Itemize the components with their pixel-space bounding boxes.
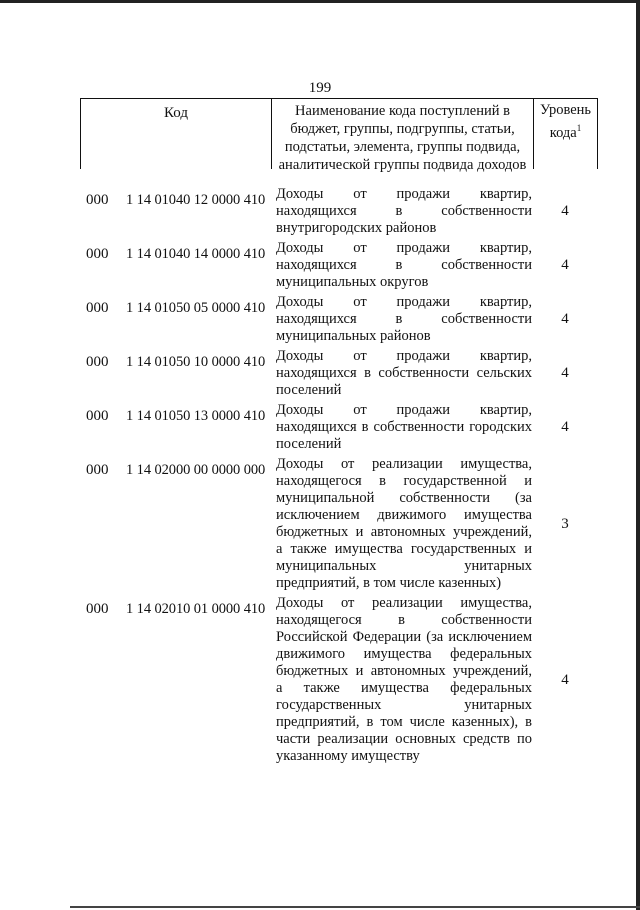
row-code: 1 14 01050 10 0000 410 bbox=[126, 354, 266, 370]
row-code: 1 14 02010 01 0000 410 bbox=[126, 601, 266, 617]
row-name-line: бюджетных и автономных учреждений, bbox=[276, 663, 532, 679]
row-name-line: государственных унитарных bbox=[276, 697, 532, 713]
header-level-line: Уровень bbox=[539, 102, 592, 118]
header-code: Код bbox=[81, 99, 272, 169]
row-name-line: находящегося в собственности bbox=[276, 612, 532, 628]
table-row bbox=[86, 186, 598, 237]
row-name-line: движимого имущества федеральных bbox=[276, 646, 532, 662]
row-name-line: Доходы от продажи квартир, bbox=[276, 240, 532, 256]
header-name-line: Наименование кода поступлений в bbox=[295, 103, 510, 119]
row-name-line: части реализации основных средств по bbox=[276, 731, 532, 747]
page-edge-bottom bbox=[70, 906, 640, 908]
row-level: 4 bbox=[561, 671, 569, 688]
header-level-footnote: 1 bbox=[576, 123, 582, 133]
row-prefix: 000 bbox=[86, 246, 109, 262]
row-name bbox=[276, 348, 532, 399]
row-name-line: муниципальных районов bbox=[276, 328, 431, 344]
row-name-line: находящихся в собственности bbox=[276, 311, 532, 327]
table-row bbox=[86, 294, 598, 345]
row-code: 1 14 01050 13 0000 410 bbox=[126, 408, 266, 424]
header-level-line bbox=[534, 119, 597, 142]
row-name-line: находящихся в собственности городских bbox=[276, 419, 532, 435]
row-prefix: 000 bbox=[86, 300, 109, 316]
row-name-line: муниципальных округов bbox=[276, 274, 429, 290]
table-row bbox=[86, 595, 598, 765]
header-name bbox=[272, 99, 534, 173]
row-name-line: Доходы от реализации имущества, bbox=[276, 595, 532, 611]
header-level bbox=[534, 99, 597, 169]
row-name bbox=[276, 294, 532, 345]
row-name-line: Доходы от продажи квартир, bbox=[276, 294, 532, 310]
row-name bbox=[276, 240, 532, 291]
row-name-line: находящихся в собственности сельских bbox=[276, 365, 532, 381]
row-name-line: находящегося в государственной и bbox=[276, 473, 532, 489]
row-name-line: Доходы от реализации имущества, bbox=[276, 456, 532, 472]
row-name-line: Доходы от продажи квартир, bbox=[276, 186, 532, 202]
row-prefix: 000 bbox=[86, 462, 109, 478]
row-level: 3 bbox=[561, 515, 569, 532]
row-code: 1 14 02000 00 0000 000 bbox=[126, 462, 266, 478]
row-name-line: предприятий, в том числе казенных), в bbox=[276, 714, 532, 730]
row-name bbox=[276, 456, 532, 592]
row-prefix: 000 bbox=[86, 192, 109, 208]
row-level: 4 bbox=[561, 419, 569, 435]
row-name bbox=[276, 595, 532, 765]
row-name-line: муниципальных унитарных bbox=[276, 558, 532, 574]
row-name bbox=[276, 402, 532, 453]
row-name-line: внутригородских районов bbox=[276, 220, 437, 236]
header-name-line: бюджет, группы, подгруппы, статьи, bbox=[290, 121, 515, 137]
table-row bbox=[86, 402, 598, 453]
row-name bbox=[276, 186, 532, 237]
row-name-line: Доходы от продажи квартир, bbox=[276, 348, 532, 364]
row-name-line: Доходы от продажи квартир, bbox=[276, 402, 532, 418]
row-name-line: Российской Федерации (за исключением bbox=[276, 629, 532, 645]
table-header bbox=[80, 98, 598, 173]
row-code: 1 14 01040 12 0000 410 bbox=[126, 192, 266, 208]
row-level: 4 bbox=[561, 203, 569, 219]
row-prefix: 000 bbox=[86, 601, 109, 617]
table-row bbox=[86, 240, 598, 291]
row-name-line: а также имущества государственных и bbox=[276, 541, 532, 557]
row-name-line: указанному имуществу bbox=[276, 748, 420, 764]
page-edge-right bbox=[636, 0, 640, 910]
row-name-line: муниципальной собственности (за bbox=[276, 490, 532, 506]
row-level: 4 bbox=[561, 257, 569, 273]
row-name-line: поселений bbox=[276, 436, 342, 452]
row-prefix: 000 bbox=[86, 408, 109, 424]
header-name-line: аналитической группы подвида доходов bbox=[278, 157, 527, 173]
row-name-line: находящихся в собственности bbox=[276, 257, 532, 273]
header-name-line: подстатьи, элемента, группы подвида, bbox=[284, 139, 521, 155]
row-name-line: находящихся в собственности bbox=[276, 203, 532, 219]
row-code: 1 14 01050 05 0000 410 bbox=[126, 300, 266, 316]
page-number: 199 bbox=[308, 80, 332, 96]
row-name-line: исключением движимого имущества bbox=[276, 507, 532, 523]
row-name-line: предприятий, в том числе казенных) bbox=[276, 575, 502, 591]
table-row bbox=[86, 348, 598, 399]
row-level: 4 bbox=[561, 311, 569, 327]
row-code: 1 14 01040 14 0000 410 bbox=[126, 246, 266, 262]
row-level: 4 bbox=[561, 365, 569, 381]
header-level-word: кода bbox=[549, 124, 577, 141]
row-name-line: а также имущества федеральных bbox=[276, 680, 532, 696]
row-name-line: бюджетных и автономных учреждений, bbox=[276, 524, 532, 540]
page-edge-top bbox=[0, 0, 640, 3]
row-name-line: поселений bbox=[276, 382, 342, 398]
table-body bbox=[86, 186, 598, 768]
row-prefix: 000 bbox=[86, 354, 109, 370]
table-row bbox=[86, 456, 598, 592]
